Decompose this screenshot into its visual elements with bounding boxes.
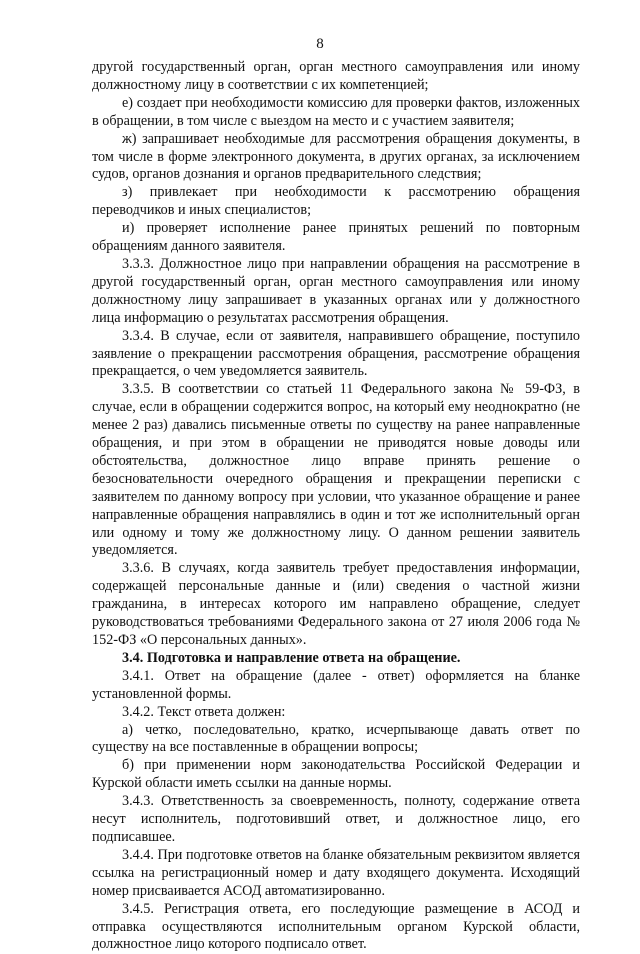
page-number: 8	[316, 36, 324, 52]
paragraph: и) проверяет исполнение ранее принятых решений по повторным обращениям данного заявителя.	[92, 220, 580, 255]
paragraph: е) создает при необходимости комиссию для проверки фактов, изложенных в обращении, в том числе с выездом на место и с участием заявителя;	[92, 94, 580, 129]
paragraph: 3.3.3. Должностное лицо при направлении обращения на рассмотрение в другой государственный орган, орган местного самоуправления или иному должностному лицу запрашивает в указанных органах или у должностного лица информацию о результатах рассмотрения обращения.	[92, 255, 580, 326]
paragraph: з) привлекает при необходимости к рассмотрению обращения переводчиков и иных специалистов;	[92, 184, 580, 219]
paragraph: 3.3.5. В соответствии со статьей 11 Федерального закона № 59-ФЗ, в случае, если в обращении содержится вопрос, на который ему неоднократно (не менее 2 раз) давались письменные ответы по существу на ранее направленные обращения, и при этом в обращении не приводятся новые доводы или обстоятельства, должностное лицо вправе принять решение о безосновательности очередного обращения и прекращении переписки с заявителем по данному вопросу при условии, что указанное обращение и ранее направленные обращения направлялись в один и тот же исполнительный орган или одному и тому же должностному лицу. О данном решении заявитель уведомляется.	[92, 381, 580, 559]
paragraph: 3.4.4. При подготовке ответов на бланке обязательным реквизитом является ссылка на регистрационный номер и дату входящего документа. Исходящий номер присваивается АСОД автоматизированно.	[92, 846, 581, 899]
paragraph: 3.4.3. Ответственность за своевременность, полноту, содержание ответа несут исполнитель, подготовивший ответ, и должностное лицо, его подписавшее.	[92, 793, 580, 845]
paragraph: 3.4.5. Регистрация ответа, его последующие размещение в АСОД и отправка осуществляются исполнительным органом Курской области, должностное лицо которого подписало ответ.	[92, 900, 580, 953]
paragraph: ж) запрашивает необходимые для рассмотрения обращения документы, в том числе в форме электронного документа, в других органах, за исключением судов, органов дознания и органов предварительного следствия;	[92, 130, 580, 183]
paragraph: 3.4.2. Текст ответа должен:	[122, 703, 286, 720]
paragraph: 3.3.6. В случаях, когда заявитель требует предоставления информации, содержащей персональные данные и (или) сведения о частной жизни гражданина, в интересах которого им направлено обращение, следует руководствоваться требованиями Федерального закона от 27 июля 2006 года № 152-ФЗ «О персональных данных».	[92, 560, 580, 648]
paragraph: б) при применении норм законодательства Российской Федерации и Курской области иметь ссылки на данные нормы.	[92, 757, 580, 792]
paragraph: другой государственный орган, орган местного самоуправления или иному должностному лицу в соответствии с их компетенцией;	[92, 59, 580, 93]
paragraph: а) четко, последовательно, кратко, исчерпывающе давать ответ по существу на все поставленные в обращении вопросы;	[92, 721, 580, 756]
document-body	[92, 59, 580, 954]
paragraph: 3.3.4. В случае, если от заявителя, направившего обращение, поступило заявление о прекращении рассмотрения обращения, рассмотрение обращения прекращается, о чем уведомляется заявитель.	[92, 327, 580, 380]
paragraph: 3.4.1. Ответ на обращение (далее - ответ) оформляется на бланке установленной формы.	[92, 667, 580, 702]
section-heading: 3.4. Подготовка и направление ответа на обращение.	[122, 649, 461, 666]
